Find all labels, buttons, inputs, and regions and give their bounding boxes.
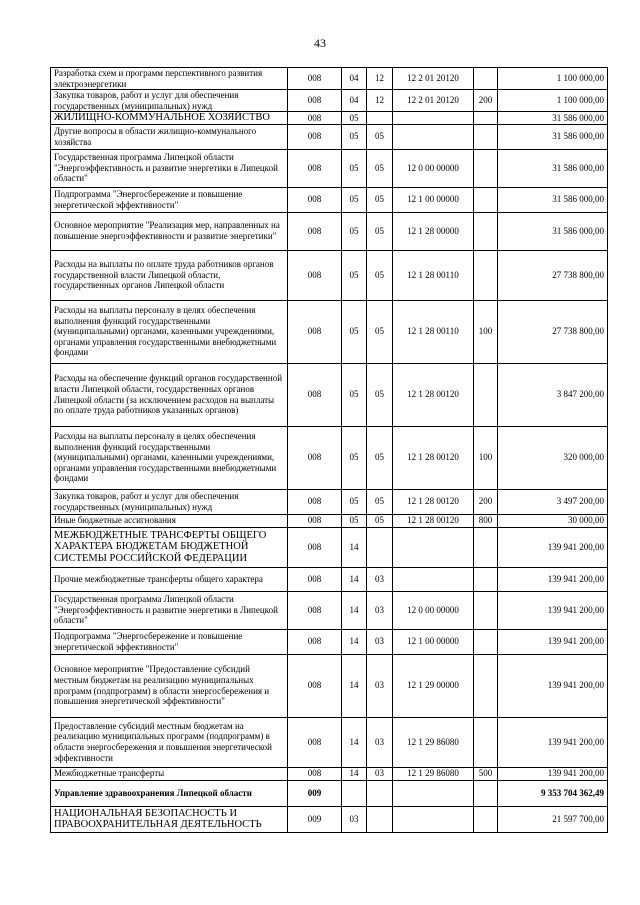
table-row [51,629,608,654]
table-row [51,90,608,112]
expense-kind-cell: 100 [474,426,498,489]
ministry-code-cell: 008 [288,527,342,567]
amount-cell: 31 586 000,00 [498,187,608,212]
expense-kind-cell [474,187,498,212]
ministry-code-cell: 008 [288,250,342,300]
section-cell: 05 [342,489,367,514]
expense-name-cell: Закупка товаров, работ и услуг для обеспечения государственных (муниципальных) нужд [51,90,288,112]
target-article-cell: 12 1 00 00000 [393,187,474,212]
expense-kind-cell: 200 [474,90,498,112]
expense-kind-cell [474,149,498,187]
subsection-cell [367,527,393,567]
amount-cell: 139 941 200,00 [498,591,608,629]
budget-table [50,67,608,833]
expense-name-cell: Другие вопросы в области жилищно-коммунального хозяйства [51,124,288,149]
section-cell: 14 [342,629,367,654]
ministry-code-cell: 008 [288,68,342,90]
section-cell: 05 [342,426,367,489]
subsection-cell: 05 [367,514,393,527]
expense-name-cell: Расходы на выплаты персоналу в целях обеспечения выполнения функций государственными (муниципальными) органами, казенными учреждениями, органами управления государственными внебюджетными фондами [51,300,288,363]
subsection-cell: 12 [367,90,393,112]
ministry-code-cell: 008 [288,717,342,767]
ministry-code-cell: 008 [288,767,342,780]
table-row [51,68,608,90]
target-article-cell: 12 0 00 00000 [393,149,474,187]
table-row [51,806,608,832]
target-article-cell [393,780,474,806]
table-row [51,780,608,806]
target-article-cell: 12 2 01 20120 [393,90,474,112]
section-cell: 14 [342,527,367,567]
amount-cell: 21 597 700,00 [498,806,608,832]
table-row [51,187,608,212]
expense-kind-cell: 100 [474,300,498,363]
amount-cell: 9 353 704 362,49 [498,780,608,806]
subsection-cell: 03 [367,629,393,654]
section-cell: 05 [342,187,367,212]
expense-name-cell: Государственная программа Липецкой области "Энергоэффективность и развитие энергетики в Липецкой области" [51,149,288,187]
expense-name-cell: Расходы на выплаты по оплате труда работников органов государственной власти Липецкой области, государственных органов Липецкой области [51,250,288,300]
subsection-cell [367,806,393,832]
expense-kind-cell [474,124,498,149]
section-cell: 05 [342,300,367,363]
section-cell: 05 [342,149,367,187]
target-article-cell: 12 1 28 00120 [393,514,474,527]
expense-kind-cell [474,567,498,591]
amount-cell: 139 941 200,00 [498,717,608,767]
expense-name-cell: Иные бюджетные ассигнования [51,514,288,527]
ministry-code-cell: 008 [288,300,342,363]
expense-name-cell: Разработка схем и программ перспективного развития электроэнергетики [51,68,288,90]
target-article-cell [393,112,474,124]
section-cell: 05 [342,250,367,300]
target-article-cell [393,124,474,149]
section-cell: 14 [342,591,367,629]
expense-name-cell: НАЦИОНАЛЬНАЯ БЕЗОПАСНОСТЬ И ПРАВООХРАНИТЕЛЬНАЯ ДЕЯТЕЛЬНОСТЬ [51,806,288,832]
ministry-code-cell: 008 [288,514,342,527]
subsection-cell: 03 [367,767,393,780]
ministry-code-cell: 008 [288,90,342,112]
subsection-cell: 05 [367,149,393,187]
section-cell: 14 [342,654,367,717]
target-article-cell: 12 1 28 00120 [393,489,474,514]
target-article-cell [393,567,474,591]
budget-table-body [51,68,608,833]
expense-name-cell: Предоставление субсидий местным бюджетам на реализацию муниципальных программ (подпрограмм) в области энергосбережения и повышения энергетической эффективности [51,717,288,767]
section-cell: 05 [342,363,367,426]
expense-kind-cell [474,112,498,124]
amount-cell: 139 941 200,00 [498,654,608,717]
expense-name-cell: МЕЖБЮДЖЕТНЫЕ ТРАНСФЕРТЫ ОБЩЕГО ХАРАКТЕРА БЮДЖЕТАМ БЮДЖЕТНОЙ СИСТЕМЫ РОССИЙСКОЙ ФЕДЕРАЦИИ [51,527,288,567]
expense-kind-cell [474,527,498,567]
section-cell: 14 [342,717,367,767]
ministry-code-cell: 009 [288,780,342,806]
target-article-cell: 12 1 00 00000 [393,629,474,654]
subsection-cell: 03 [367,717,393,767]
amount-cell: 1 100 000,00 [498,68,608,90]
amount-cell: 320 000,00 [498,426,608,489]
table-row [51,300,608,363]
target-article-cell: 12 1 28 00000 [393,212,474,250]
amount-cell: 27 738 800,00 [498,300,608,363]
table-row [51,149,608,187]
table-row [51,654,608,717]
target-article-cell: 12 0 00 00000 [393,591,474,629]
section-cell: 05 [342,124,367,149]
table-row [51,112,608,124]
target-article-cell: 12 1 29 86080 [393,717,474,767]
expense-kind-cell [474,780,498,806]
expense-kind-cell [474,806,498,832]
section-cell: 14 [342,767,367,780]
target-article-cell: 12 1 29 86080 [393,767,474,780]
subsection-cell: 05 [367,489,393,514]
ministry-code-cell: 008 [288,654,342,717]
amount-cell: 27 738 800,00 [498,250,608,300]
subsection-cell: 03 [367,591,393,629]
target-article-cell: 12 1 28 00120 [393,363,474,426]
section-cell: 14 [342,567,367,591]
amount-cell: 139 941 200,00 [498,567,608,591]
ministry-code-cell: 009 [288,806,342,832]
ministry-code-cell: 008 [288,212,342,250]
amount-cell: 3 497 200,00 [498,489,608,514]
ministry-code-cell: 008 [288,124,342,149]
section-cell: 05 [342,112,367,124]
ministry-code-cell: 008 [288,629,342,654]
amount-cell: 30 000,00 [498,514,608,527]
table-row [51,527,608,567]
subsection-cell: 05 [367,426,393,489]
table-row [51,567,608,591]
expense-name-cell: ЖИЛИЩНО-КОММУНАЛЬНОЕ ХОЗЯЙСТВО [51,112,288,124]
expense-kind-cell [474,717,498,767]
page-number: 43 [314,36,326,50]
target-article-cell: 12 1 28 00120 [393,426,474,489]
table-row [51,250,608,300]
expense-kind-cell [474,629,498,654]
expense-name-cell: Подпрограмма "Энергосбережение и повышение энергетической эффективности" [51,629,288,654]
ministry-code-cell: 008 [288,489,342,514]
ministry-code-cell: 008 [288,187,342,212]
table-row [51,591,608,629]
table-row [51,767,608,780]
section-cell: 05 [342,514,367,527]
subsection-cell: 03 [367,654,393,717]
expense-kind-cell [474,654,498,717]
ministry-code-cell: 008 [288,112,342,124]
expense-name-cell: Государственная программа Липецкой области "Энергоэффективность и развитие энергетики в Липецкой области" [51,591,288,629]
table-row [51,426,608,489]
amount-cell: 139 941 200,00 [498,527,608,567]
table-row [51,514,608,527]
subsection-cell [367,112,393,124]
amount-cell: 31 586 000,00 [498,124,608,149]
amount-cell: 31 586 000,00 [498,212,608,250]
expense-name-cell: Основное мероприятие "Реализация мер, направленных на повышение энергоэффективности и развитие энергетики" [51,212,288,250]
subsection-cell: 05 [367,250,393,300]
section-cell: 04 [342,68,367,90]
target-article-cell: 12 1 29 00000 [393,654,474,717]
table-row [51,489,608,514]
ministry-code-cell: 008 [288,591,342,629]
subsection-cell: 05 [367,187,393,212]
target-article-cell [393,527,474,567]
subsection-cell: 05 [367,212,393,250]
section-cell: 05 [342,212,367,250]
expense-name-cell: Расходы на обеспечение функций органов государственной власти Липецкой области, государственных органов Липецкой области (за исключением расходов на выплаты по оплате труда работников указанных органов) [51,363,288,426]
ministry-code-cell: 008 [288,149,342,187]
amount-cell: 139 941 200,00 [498,629,608,654]
subsection-cell: 03 [367,567,393,591]
expense-kind-cell [474,250,498,300]
expense-name-cell: Управление здравоохранения Липецкой области [51,780,288,806]
section-cell: 03 [342,806,367,832]
expense-kind-cell: 800 [474,514,498,527]
target-article-cell: 12 2 01 20120 [393,68,474,90]
amount-cell: 3 847 200,00 [498,363,608,426]
amount-cell: 31 586 000,00 [498,112,608,124]
expense-name-cell: Подпрограмма "Энергосбережение и повышение энергетической эффективности" [51,187,288,212]
subsection-cell: 05 [367,300,393,363]
expense-name-cell: Закупка товаров, работ и услуг для обеспечения государственных (муниципальных) нужд [51,489,288,514]
amount-cell: 31 586 000,00 [498,149,608,187]
subsection-cell: 12 [367,68,393,90]
table-row [51,717,608,767]
section-cell [342,780,367,806]
ministry-code-cell: 008 [288,426,342,489]
table-row [51,363,608,426]
expense-name-cell: Межбюджетные трансферты [51,767,288,780]
expense-kind-cell [474,363,498,426]
subsection-cell: 05 [367,124,393,149]
ministry-code-cell: 008 [288,567,342,591]
subsection-cell [367,780,393,806]
expense-name-cell: Расходы на выплаты персоналу в целях обеспечения выполнения функций государственными (муниципальными) органами, казенными учреждениями, органами управления государственными внебюджетными фондами [51,426,288,489]
target-article-cell: 12 1 28 00110 [393,300,474,363]
expense-kind-cell [474,212,498,250]
target-article-cell [393,806,474,832]
amount-cell: 139 941 200,00 [498,767,608,780]
expense-kind-cell [474,68,498,90]
subsection-cell: 05 [367,363,393,426]
expense-kind-cell: 500 [474,767,498,780]
amount-cell: 1 100 000,00 [498,90,608,112]
table-row [51,124,608,149]
ministry-code-cell: 008 [288,363,342,426]
table-row [51,212,608,250]
expense-kind-cell [474,591,498,629]
expense-name-cell: Основное мероприятие "Предоставление субсидий местным бюджетам на реализацию муниципальных программ (подпрограмм) в области энергосбережения и повышения энергетической эффективности" [51,654,288,717]
expense-kind-cell: 200 [474,489,498,514]
expense-name-cell: Прочие межбюджетные трансферты общего характера [51,567,288,591]
section-cell: 04 [342,90,367,112]
target-article-cell: 12 1 28 00110 [393,250,474,300]
